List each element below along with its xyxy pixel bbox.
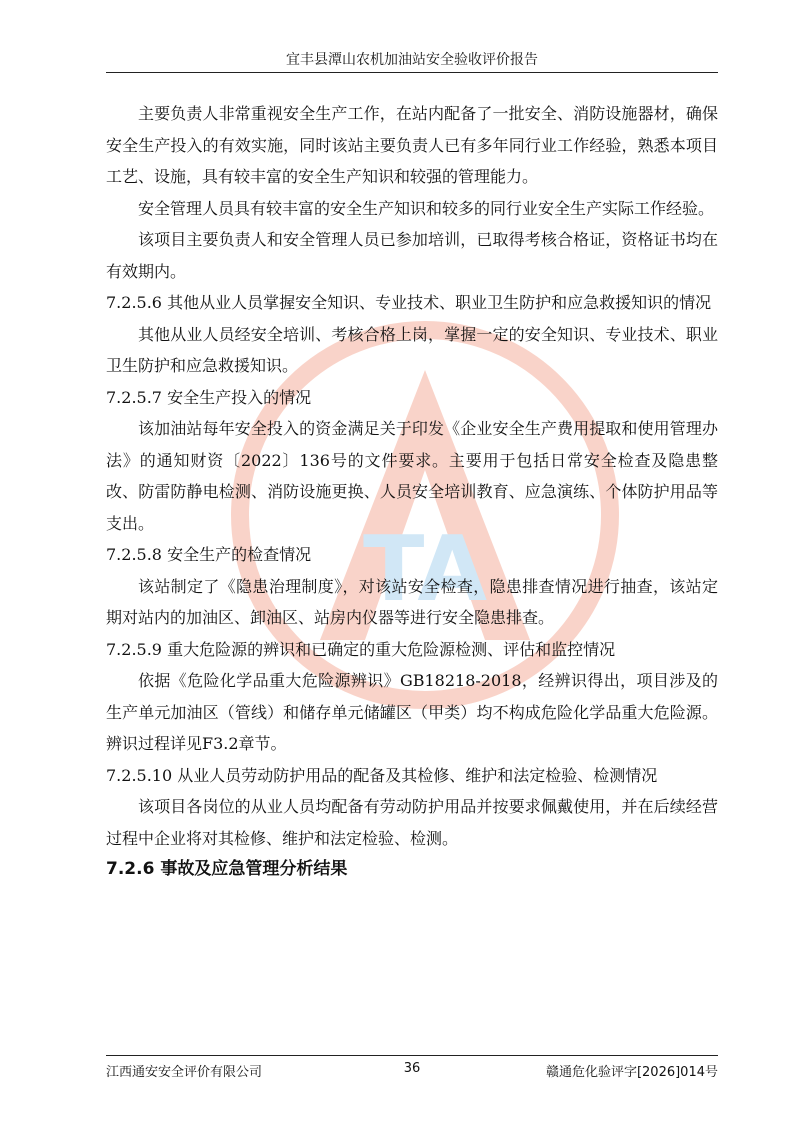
subheading-7-2-5-8: 7.2.5.8 安全生产的检查情况: [106, 545, 312, 564]
paragraph-safety-investment: 该加油站每年安全投入的资金满足关于印发《企业安全生产费用提取和使用管理办法》的通知财资〔2022〕136号的文件要求。主要用于包括日常安全检查及隐患整改、防雷防静电检测、消防设施更换、人员安全培训教育、应急演练、个体防护用品等支出。: [106, 419, 718, 533]
page-footer: [106, 1055, 718, 1080]
svg-text:TA: TA: [362, 517, 488, 622]
paragraph-other-staff: 其他从业人员经安全培训、考核合格上岗，掌握一定的安全知识、专业技术、职业卫生防护和应急救援知识。: [106, 324, 718, 375]
paragraph-training: 该项目主要负责人和安全管理人员已参加培训，已取得考核合格证，资格证书均在有效期内。: [106, 230, 718, 281]
footer-page-number: 36: [403, 1061, 421, 1076]
footer-company: 江西通安安全评价有限公司: [106, 1065, 263, 1080]
subheading-7-2-5-6: 7.2.5.6 其他从业人员掌握安全知识、专业技术、职业卫生防护和应急救援知识的情况: [106, 293, 712, 312]
report-title: 宜丰县潭山农机加油站安全验收评价报告: [286, 52, 538, 68]
page-header: [106, 50, 718, 73]
paragraph-responsible-person: 主要负责人非常重视安全生产工作，在站内配备了一批安全、消防设施器材，确保安全生产投入的有效实施，同时该站主要负责人已有多年同行业工作经验，熟悉本项目工艺、设施，具有较丰富的安全生产知识和较强的管理能力。: [106, 104, 718, 186]
subheading-7-2-5-9: 7.2.5.9 重大危险源的辨识和已确定的重大危险源检测、评估和监控情况: [106, 639, 616, 659]
paragraph-inspection: 该站制定了《隐患治理制度》，对该站安全检查，隐患排查情况进行抽查，该站定期对站内的加油区、卸油区、站房内仪器等进行安全隐患排查。: [106, 576, 718, 627]
subheading-7-2-5-7: 7.2.5.7 安全生产投入的情况: [106, 387, 312, 407]
report-body: [106, 98, 718, 886]
paragraph-safety-managers: 安全管理人员具有较丰富的安全生产知识和较多的同行业安全生产实际工作经验。: [138, 198, 715, 218]
subheading-7-2-5-10: 7.2.5.10 从业人员劳动防护用品的配备及其检修、维护和法定检验、检测情况: [106, 765, 658, 785]
paragraph-hazard-identification: 依据《危险化学品重大危险源辨识》GB18218-2018，经辨识得出，项目涉及的生产单元加油区（管线）和储存单元储罐区（甲类）均不构成危险化学品重大危险源。辨识过程详见F3.2章节。: [106, 671, 718, 753]
footer-doc-number: 赣通危化验评字[2026]014号: [545, 1065, 718, 1080]
paragraph-protective-equipment: 该项目各岗位的从业人员均配备有劳动防护用品并按要求佩戴使用，并在后续经营过程中企业将对其检修、维护和法定检验、检测。: [106, 797, 718, 848]
section-heading-7-2-6: 7.2.6 事故及应急管理分析结果: [106, 859, 348, 879]
